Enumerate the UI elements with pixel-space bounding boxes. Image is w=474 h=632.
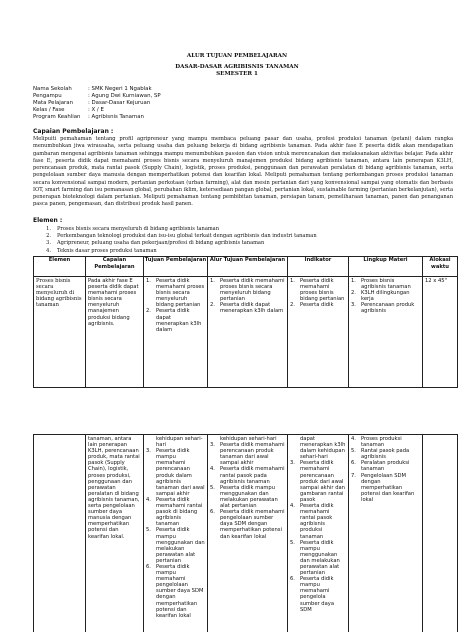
table-row [34, 435, 458, 632]
meta-subject: Mata Pelajaran : Dasar-Dasar Kejuruan [33, 100, 151, 106]
list-item: 1. Peserta didik memahami proses bisnis secara menyeluruh bidang pertanian [146, 278, 205, 309]
list-item: 6. Peserta didik mampu memahami pengelola sumber daya SDM [290, 576, 335, 613]
cell-indikator [288, 277, 348, 309]
cell-indikator [288, 435, 348, 614]
capaian-paragraph: Melipuiti pemahaman tentang profil agripreneur yang mampu membaca peluang pasar dan usaha, profesi produksi tanaman (petani) dalam rangka menumbuhkan jiwa wirausaha, serta peluang usaha dan peluang bekerja di bidang agribisnis tanaman. Pada akhir fase E peserta didik akan mendapatkan gambaran mengenai agribisnis tanaman sehingga mampu menumbuhkan passion dan vision untuk merencanakan dan melaksanakan aktivitas belajar. Pada akhir fase E, peserta didik dapat memahami proses bisnis secara menyeluruh manajemen produksi bidang agribisnis tanaman, antara lain penerapan K3LH, perencanaan produk, mata rantai pasok (Supply Chain), logistik, proses produksi, penggunaan dan perawatan peralatan di bidang agribisnis tanaman, serta pengelolaan sumber daya manusia dengan memperhatikan potensi dan kearifan lokal. Meliputi pemahaman tentang perkembangan proses produksi tanaman secara konvensional sampai modern, pertanian perkotaan (urban farming), alat dan mesin pertanian dari yang konvensional sampai yang otomatis dan berbasis IOT, smart farming dan isu pemanasan global, perubahan iklim, ketersediaan pangan global, pertanian lokal, sustainable farming (pertanian berkelanjutan), serta penerapan bioteknologi dalam pertanian. Meliputi pemahaman tentang pembibitan tanaman, persiapan tanam, pemeliharaan tanaman, panen dan penanganan pasca panen, pengemasan, dan distribusi produk hasil panen. [33, 136, 453, 208]
cell-alokasi: 12 x 45" [425, 278, 447, 284]
capaian-heading: Capaian Pembelajaran : [33, 128, 114, 135]
meta-school: Nama Sekolah : SMK Negeri 1 Ngablak [33, 86, 152, 92]
list-item: 4. Proses produksi tanaman [351, 436, 402, 449]
header-lingkup: Lingkup Materi [349, 257, 423, 277]
list-item: 3. Agripreneur, peluang usaha dan pekerjaan/profesi di bidang agribisnis tanaman [46, 240, 265, 247]
list-item: 4. Peserta didik memahami rantai pasok pada agribisnis tanaman [210, 466, 285, 485]
list-item: 2. Peserta didik dapat menerapkan k3lh dalam [146, 308, 202, 333]
list-item: 2. Peserta didik dapat menerapkan k3lh dalam [210, 302, 284, 315]
list-item: 6. Peserta didik mampu memahami pengelolaan sumber daya SDM dengan memperhatikan potensi dan kearifan lokal [146, 563, 204, 619]
list-item: 7. Pengelolaan SDM dengan memperhatikan potensi dan kearifan lokal [351, 472, 415, 503]
list-item: 3. Peserta didik mampu memahami perencanaan produk dalam agribisnis tanaman dari awal sampai akhir [146, 448, 205, 497]
elemen-heading: Elemen : [33, 217, 63, 224]
header-alokasi: Alokasi waktu [423, 257, 458, 277]
list-item: 5. Peserta didik mampu menggunakan dan melakukan perawatan alat pertanian [290, 539, 340, 577]
atp-table-page2 [33, 434, 458, 632]
doc-title: ALUR TUJUAN PEMBELAJARAN [186, 53, 288, 59]
cell-alur [208, 277, 287, 316]
list-item: 6. Peserta didik memahami pengelolaan sumber daya SDM dengan memperhatikan potensi dan kearifan lokal [210, 509, 285, 540]
cell-elemen-empty [34, 435, 85, 437]
meta-teacher: Pengampu : Agung Dwi Kurniawan, SP [33, 93, 161, 99]
list-item: 4. Peserta didik memahami rantai pasok agribisnis produksi tanaman [290, 503, 334, 540]
header-indikator: Indikator [288, 257, 349, 277]
cell-capaian: tanaman, antara lain penerapan K3LH, perencanaan produk, mata rantai pasok (Supply Chain), logistik, proses produksi, penggunaan dan perawatan peralatan di bidang agribisnis tanaman, serta pengelolaan sumber daya manusia dengan memperhatikan potensi dan kearifan lokal. [88, 436, 140, 540]
elemen-list [33, 226, 453, 255]
header-tujuan: Tujuan Pembelajaran [144, 257, 208, 277]
list-item: 5. Peserta didik mampu menggunakan dan melakukan perawatan alat pertanian [146, 527, 205, 564]
list-item: 3. Perencanaan produk agribisnis [351, 302, 415, 315]
header-elemen: Elemen [34, 257, 86, 277]
list-item: 6. Peralatan produksi tanaman [351, 460, 410, 473]
cell-lingkup [349, 435, 422, 504]
list-item: 4. Teknis dasar proses produksi tanaman [46, 247, 157, 254]
doc-semester: SEMESTER 1 [216, 71, 258, 77]
cell-elemen: Proses bisnis secara menyeluruh di bidang agribisnis tanaman [36, 278, 82, 309]
list-item: 1. Proses bisnis agribisnis tanaman [351, 278, 411, 291]
meta-program: Program Keahlian : Agribisnis Tanaman [33, 114, 144, 120]
list-item: 1. Proses bisnis secara menyeluruh di bidang agribisnis tanaman [46, 226, 220, 232]
list-item: 2. Perkembangan teknologi produksi dan isu-isu global terkait dengan agribisnis dan industri tanaman [46, 233, 317, 240]
list-item: 2. Peserta didik [290, 302, 334, 309]
cell-continuation: dapat menerapkan k3lh dalam kehidupan sehari-hari [300, 436, 346, 461]
cell-tujuan [144, 435, 207, 620]
cell-capaian: Pada akhir fase E peserta didik dapat memahami proses bisnis secara menyeluruh manajemen produksi bidang agribisnis. [88, 278, 139, 327]
list-item: 2. K3LH dilingkungan kerja [351, 290, 410, 303]
atp-table-page1 [33, 256, 458, 388]
table-row [34, 277, 458, 388]
cell-lingkup [349, 277, 422, 316]
meta-class: Kelas / Fase : X / E [33, 107, 104, 113]
list-item: 3. Peserta didik memahami perencanaan produk tanaman dari awal sampai akhir [210, 442, 285, 467]
header-capaian: Capaian Pembelajaran [86, 257, 144, 277]
list-item: 5. Rantai pasok pada agribisnis [351, 448, 410, 461]
page-gap [0, 388, 474, 434]
cell-tujuan [144, 277, 207, 334]
cell-alur [208, 435, 287, 541]
list-item: 3. Peserta didik memahami perencanaan produk dari awal sampai akhir dan gambaran rantai pasok [290, 460, 345, 503]
list-item: 5. Peserta didik mampu menggunakan dan melakukan perawatan alat pertanian [210, 484, 278, 510]
header-alur: Alur Tujuan Pembelajaran [208, 257, 288, 277]
doc-subtitle: DASAR-DASAR AGRIBISNIS TANAMAN [175, 64, 299, 70]
cell-alokasi-empty [423, 435, 457, 437]
cell-continuation: kehidupan sehari-hari [156, 436, 203, 449]
list-item: 1. Peserta didik memahami proses bisnis secara menyeluruh bidang pertanian [210, 278, 285, 303]
list-item: 1. Peserta didik memahami proses bisnis bidang pertanian [290, 278, 345, 303]
list-item: 4. Peserta didik memahami rantai pasok di bidang agribisnis tanaman [146, 496, 203, 528]
document-page-2 [0, 434, 474, 632]
cell-continuation: kehidupan sehari-hari [220, 436, 277, 442]
